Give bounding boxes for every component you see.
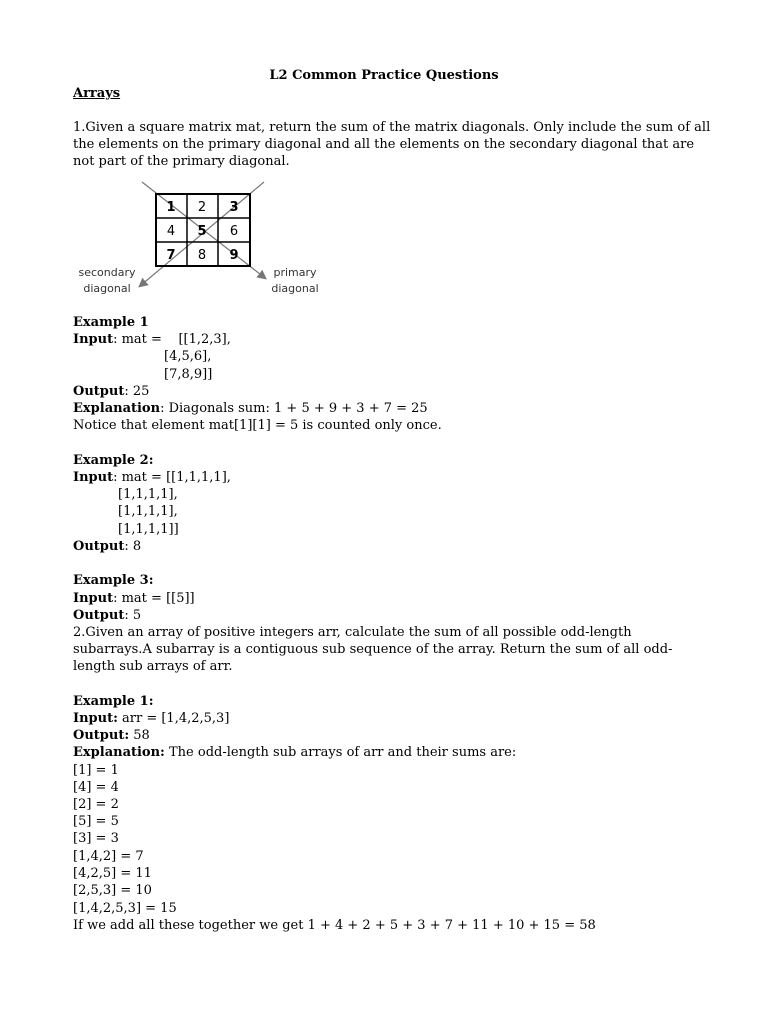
- question-1-prompt: 1.Given a square matrix mat, return the sum of the matrix diagonals. Only include the sum of all the elements on the primary diagonal and all the elements on the secondary diagonal that are not part of the primary diagonal.: [73, 120, 711, 169]
- page-title: L2 Common Practice Questions: [269, 68, 499, 83]
- explanation-value: : Diagonals sum: 1 + 5 + 9 + 3 + 7 = 25: [160, 401, 428, 416]
- matrix-diagonal-figure: [70, 178, 330, 300]
- matrix-cell: 9: [229, 248, 239, 263]
- subarray-sum-line: [2,5,3] = 10: [73, 883, 152, 898]
- example-explanation: [73, 400, 428, 417]
- section-heading: Arrays: [73, 86, 121, 101]
- input-continuation: [1,1,1,1],: [118, 487, 178, 502]
- matrix-cell: 8: [197, 248, 207, 263]
- subarray-sum-line: [4] = 4: [73, 780, 119, 795]
- example-heading: Example 1: [73, 315, 149, 330]
- example-heading: Example 1:: [73, 694, 154, 709]
- example-input: [73, 331, 231, 348]
- explanation-label: Explanation:: [73, 745, 165, 760]
- input-value: arr = [1,4,2,5,3]: [117, 711, 230, 726]
- output-label: Output: [73, 384, 125, 399]
- subarray-sum-line: [3] = 3: [73, 831, 119, 846]
- example-output: [73, 383, 149, 400]
- input-continuation: [1,1,1,1]]: [118, 522, 179, 537]
- input-value: : mat = [[5]]: [113, 591, 195, 606]
- input-continuation: [4,5,6],: [164, 349, 212, 364]
- explanation-label: Explanation: [73, 401, 161, 416]
- subarray-sum-line: [4,2,5] = 11: [73, 866, 152, 881]
- input-value: : mat = [[1,1,1,1],: [113, 470, 231, 485]
- example-explanation: [73, 744, 516, 761]
- output-value: : 5: [124, 608, 142, 623]
- input-label: Input:: [73, 711, 118, 726]
- example-input: [73, 469, 231, 486]
- example-output: [73, 538, 141, 555]
- input-continuation: [7,8,9]]: [164, 367, 213, 382]
- output-value: 58: [129, 728, 150, 743]
- matrix-cell: 4: [166, 224, 176, 239]
- output-label: Output: [73, 608, 125, 623]
- example-heading: Example 2:: [73, 453, 154, 468]
- input-label: Input: [73, 332, 114, 347]
- example-output: [73, 607, 141, 624]
- primary-diagonal-label: diagonal: [271, 282, 319, 295]
- matrix-cell: 3: [229, 200, 239, 215]
- subarray-sum-line: [5] = 5: [73, 814, 119, 829]
- subarray-sum-line: [1] = 1: [73, 763, 119, 778]
- matrix-cell: 7: [166, 248, 176, 263]
- example-output: [73, 727, 150, 744]
- question-2-prompt: 2.Given an array of positive integers arr, calculate the sum of all possible odd-length subarrays.A subarray is a contiguous sub sequence of the array. Return the sum of all odd-length sub arrays of arr.: [73, 625, 673, 674]
- example-input: [73, 590, 195, 607]
- output-value: : 25: [124, 384, 150, 399]
- matrix-cell: 1: [166, 200, 176, 215]
- example-heading: Example 3:: [73, 573, 154, 588]
- output-label: Output: [73, 539, 125, 554]
- subarray-sum-line: [2] = 2: [73, 797, 119, 812]
- secondary-diagonal-label: secondary: [78, 266, 136, 279]
- example-input: [73, 710, 229, 727]
- explanation-value: The odd-length sub arrays of arr and their sums are:: [164, 745, 517, 760]
- input-continuation: [1,1,1,1],: [118, 504, 178, 519]
- conclusion-line: If we add all these together we get 1 + 4 + 2 + 5 + 3 + 7 + 11 + 10 + 15 = 58: [73, 918, 596, 933]
- subarray-sum-line: [1,4,2] = 7: [73, 849, 144, 864]
- output-label: Output:: [73, 728, 130, 743]
- matrix-cell: 6: [229, 224, 239, 239]
- example-note: Notice that element mat[1][1] = 5 is counted only once.: [73, 418, 442, 433]
- matrix-cell: 2: [197, 200, 207, 215]
- secondary-diagonal-label: diagonal: [83, 282, 131, 295]
- input-label: Input: [73, 470, 114, 485]
- matrix-cell: 5: [197, 224, 207, 239]
- input-value: : mat = [[1,2,3],: [113, 332, 231, 347]
- input-label: Input: [73, 591, 114, 606]
- subarray-sum-line: [1,4,2,5,3] = 15: [73, 901, 177, 916]
- output-value: : 8: [124, 539, 142, 554]
- primary-diagonal-label: primary: [273, 266, 317, 279]
